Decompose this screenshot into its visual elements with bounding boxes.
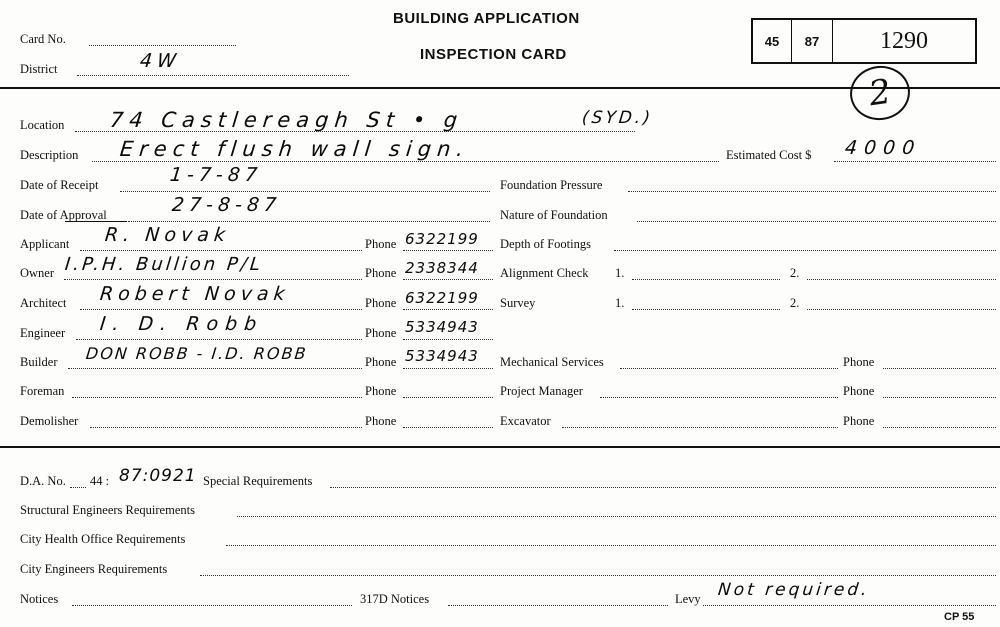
demolisher-phone-dots (403, 427, 493, 428)
foreman-label: Foreman (20, 384, 65, 398)
builder-dots (68, 368, 362, 369)
city-engineers-dots (200, 575, 996, 576)
city-engineers-label: City Engineers Requirements (20, 562, 168, 576)
survey-label: Survey (500, 296, 536, 310)
health-label: City Health Office Requirements (20, 532, 186, 546)
location-value: 74 Castlereagh St • g (108, 108, 465, 132)
applicant-phone-dots (403, 250, 493, 251)
excavator-label: Excavator (500, 414, 551, 428)
special-requirements-dots (330, 487, 996, 488)
engineer-phone: 5334943 (405, 318, 479, 336)
foundation-pressure-dots (628, 191, 996, 192)
engineer-phone-label: Phone (365, 326, 397, 340)
owner-label: Owner (20, 266, 55, 280)
alignment-check-label: Alignment Check (500, 266, 589, 280)
owner-phone-label: Phone (365, 266, 397, 280)
architect-label: Architect (20, 296, 67, 310)
project-manager-label: Project Manager (500, 384, 583, 398)
date-of-approval-label: Date of Approval (20, 208, 107, 222)
depth-of-footings-label: Depth of Footings (500, 237, 591, 251)
architect-phone-label: Phone (365, 296, 397, 310)
builder-value: DON ROBB - I.D. ROBB (85, 344, 309, 363)
mechanical-services-dots (620, 368, 838, 369)
builder-phone-label: Phone (365, 355, 397, 369)
description-dots (92, 161, 719, 162)
engineer-phone-dots (403, 339, 493, 340)
nature-of-foundation-dots (637, 221, 996, 222)
da-no-dots (70, 487, 86, 488)
district-value: 4W (138, 50, 183, 72)
notices-317d-dots (448, 605, 668, 606)
da-value: 87:0921 (119, 466, 197, 486)
district-dots (77, 75, 349, 76)
approval-underline (65, 221, 127, 222)
alignment-dots-1 (632, 279, 780, 280)
excavator-dots (562, 427, 838, 428)
owner-dots (64, 279, 362, 280)
da-no-label: D.A. No. (20, 474, 66, 488)
applicant-label: Applicant (20, 237, 70, 251)
top-rule (0, 87, 1000, 89)
foreman-phone-dots (403, 397, 493, 398)
builder-phone: 5334943 (405, 347, 479, 365)
applicant-phone: 6322199 (405, 230, 479, 248)
depth-of-footings-dots (614, 250, 996, 251)
date-of-approval-dots (128, 221, 490, 222)
special-requirements-label: Special Requirements (203, 474, 313, 488)
district-label: District (20, 62, 58, 76)
date-of-approval-value: 27-8-87 (170, 194, 283, 216)
architect-phone: 6322199 (405, 289, 479, 307)
survey-item-1: 1. (615, 296, 625, 310)
notices-label: Notices (20, 592, 59, 606)
project-manager-phone-label: Phone (843, 384, 875, 398)
health-dots (226, 545, 996, 546)
project-manager-phone-dots (883, 397, 996, 398)
demolisher-label: Demolisher (20, 414, 79, 428)
mechanical-phone-dots (883, 368, 996, 369)
engineer-dots (76, 339, 362, 340)
number-box-cell-1: 45 (753, 20, 792, 62)
description-label: Description (20, 148, 79, 162)
engineer-label: Engineer (20, 326, 66, 340)
mechanical-phone-label: Phone (843, 355, 875, 369)
excavator-phone-label: Phone (843, 414, 875, 428)
alignment-item-2: 2. (790, 266, 800, 280)
title-line-2: INSPECTION CARD (420, 46, 567, 63)
architect-phone-dots (403, 309, 493, 310)
title-line-1: BUILDING APPLICATION (393, 10, 580, 27)
notices-317d-label: 317D Notices (360, 592, 430, 606)
applicant-dots (80, 250, 362, 251)
survey-dots-1 (632, 309, 780, 310)
estimated-cost-label: Estimated Cost $ (726, 148, 812, 162)
date-of-receipt-label: Date of Receipt (20, 178, 99, 192)
date-of-receipt-dots (120, 191, 490, 192)
card-number-box (751, 18, 977, 64)
builder-phone-dots (403, 368, 493, 369)
structural-dots (237, 516, 996, 517)
levy-label: Levy (675, 592, 701, 606)
notices-dots (72, 605, 352, 606)
builder-label: Builder (20, 355, 58, 369)
foreman-dots (72, 397, 362, 398)
alignment-item-1: 1. (615, 266, 625, 280)
architect-dots (80, 309, 362, 310)
middle-rule (0, 446, 1000, 448)
mechanical-services-label: Mechanical Services (500, 355, 604, 369)
foreman-phone-label: Phone (365, 384, 397, 398)
nature-of-foundation-label: Nature of Foundation (500, 208, 608, 222)
form-code: CP 55 (944, 611, 975, 623)
description-value: Erect flush wall sign. (118, 137, 471, 161)
da-prefix: 44 : (90, 474, 110, 488)
location-note: (SYD.) (580, 108, 654, 128)
number-box-cell-3: 1290 (880, 27, 928, 54)
levy-value: Not required. (716, 580, 871, 600)
owner-value: I.P.H. Bullion P/L (63, 254, 265, 275)
project-manager-dots (600, 397, 838, 398)
demolisher-dots (90, 427, 362, 428)
excavator-phone-dots (883, 427, 996, 428)
alignment-dots-2 (807, 279, 996, 280)
engineer-value: I. D. Robb (98, 313, 265, 335)
applicant-value: R. Novak (103, 224, 232, 246)
applicant-phone-label: Phone (365, 237, 397, 251)
date-of-receipt-value: 1-7-87 (168, 164, 264, 186)
location-label: Location (20, 118, 65, 132)
number-box-cell-2: 87 (792, 20, 833, 62)
owner-phone-dots (403, 279, 493, 280)
estimated-cost-value: 4000 (843, 137, 923, 159)
architect-value: Robert Novak (98, 283, 291, 305)
circled-number: 2 (847, 62, 914, 124)
survey-item-2: 2. (790, 296, 800, 310)
card-no-label: Card No. (20, 32, 66, 46)
owner-phone: 2338344 (405, 259, 479, 277)
structural-label: Structural Engineers Requirements (20, 503, 195, 517)
survey-dots-2 (807, 309, 996, 310)
levy-dots (703, 605, 996, 606)
foundation-pressure-label: Foundation Pressure (500, 178, 603, 192)
demolisher-phone-label: Phone (365, 414, 397, 428)
card-no-dots (89, 45, 236, 46)
estimated-cost-dots (834, 161, 996, 162)
